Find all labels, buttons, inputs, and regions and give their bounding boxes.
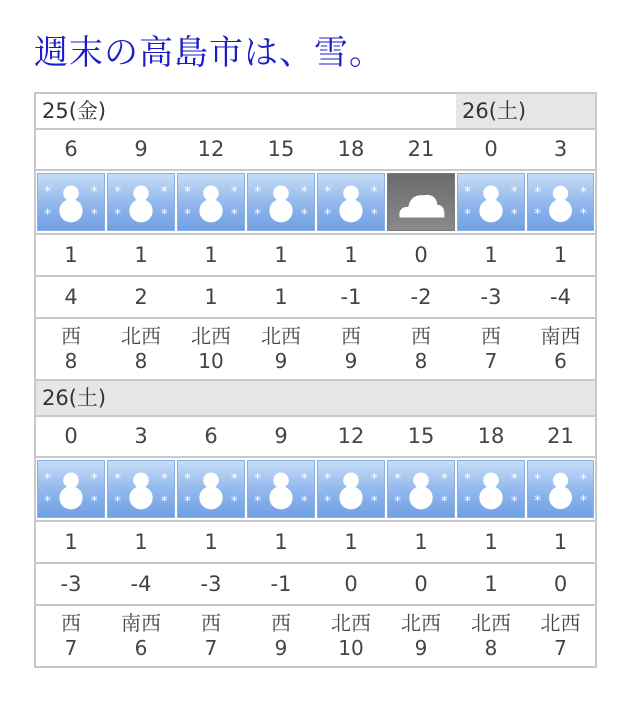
precip-row [36,522,595,564]
snow-icon [527,460,594,518]
svg-text:*: * [324,493,332,510]
wind-direction: 西 [341,324,361,348]
svg-text:*: * [254,184,262,201]
wind-cell [386,319,456,379]
temperature-cell: -3 [60,572,82,596]
hour-cell: 18 [477,424,505,448]
hour-cell: 9 [134,137,148,161]
wind-direction: 西 [61,324,81,348]
weather-cell [526,171,595,233]
svg-text:*: * [90,471,98,488]
wind-cell [456,319,526,379]
svg-text:*: * [300,184,308,201]
svg-text:*: * [160,493,168,510]
precip-cell: 1 [553,530,568,554]
temperature-cell: 1 [204,285,218,309]
wind-direction: 西 [201,611,221,635]
hour-cell: 3 [553,137,568,161]
weather-cell [36,171,106,233]
temperature-cell: -4 [130,572,152,596]
svg-text:*: * [160,184,168,201]
precip-row [36,235,595,277]
wind-cell [526,319,595,379]
wind-direction: 北西 [471,611,511,635]
hour-cell: 18 [337,137,365,161]
hour-row [36,417,595,458]
precip-cell: 1 [484,243,498,267]
svg-text:*: * [580,472,587,488]
snow-icon [177,460,245,518]
wind-row [36,319,595,381]
svg-text:*: * [534,472,541,488]
precip-cell: 1 [204,530,218,554]
hour-cell: 12 [197,137,225,161]
wind-direction: 北西 [191,324,231,348]
forecast-table [34,92,597,668]
weather-cell [456,171,526,233]
temperature-cell: 0 [344,572,358,596]
wind-speed: 6 [134,636,148,660]
wind-direction: 西 [61,611,81,635]
wind-speed: 10 [198,349,224,373]
svg-text:*: * [370,206,378,223]
wind-direction: 西 [271,611,291,635]
hour-cell: 12 [337,424,365,448]
day-label: 26(土) [36,381,595,415]
wind-speed: 7 [64,636,78,660]
snow-icon [457,173,525,231]
snow-icon [457,460,525,518]
precip-cell: 1 [64,243,78,267]
wind-direction: 北西 [121,324,161,348]
svg-text:*: * [44,493,52,510]
svg-text:*: * [254,493,262,510]
weather-cell [176,458,246,520]
wind-direction: 北西 [331,611,371,635]
wind-cell [456,606,526,666]
precip-cell: 1 [134,530,148,554]
temperature-cell: 1 [274,285,288,309]
precip-cell: 1 [553,243,568,267]
snow-icon [527,173,594,231]
temperature-cell: 0 [553,572,568,596]
svg-text:*: * [300,471,308,488]
day-header-row [36,94,595,130]
svg-text:*: * [160,471,168,488]
svg-text:*: * [114,493,122,510]
hour-cell: 21 [407,137,435,161]
snow-icon [37,173,105,231]
precip-cell: 1 [414,530,428,554]
wind-speed: 7 [484,349,498,373]
day-label: 26(土) [456,94,595,128]
hour-cell: 9 [274,424,288,448]
wind-speed: 9 [274,636,288,660]
weather-cell [246,171,316,233]
snow-icon [107,173,175,231]
svg-text:*: * [370,184,378,201]
precip-cell: 1 [344,243,358,267]
svg-text:*: * [370,493,378,510]
day-label: 25(金) [36,94,456,128]
svg-text:*: * [534,207,541,223]
precip-cell: 1 [134,243,148,267]
snow-icon [317,173,385,231]
wind-speed: 8 [134,349,148,373]
precip-cell: 1 [344,530,358,554]
svg-text:*: * [394,471,402,488]
temperature-cell: -3 [200,572,222,596]
weather-cell [386,171,456,233]
wind-speed: 7 [204,636,218,660]
svg-text:*: * [184,184,192,201]
temperature-row [36,564,595,606]
svg-text:*: * [184,206,192,223]
wind-direction: 北西 [401,611,441,635]
wind-cell [316,319,386,379]
weather-cell [36,458,106,520]
wind-cell [246,606,316,666]
cloud-icon [387,173,455,231]
hour-cell: 15 [407,424,435,448]
weather-icon-row [36,458,595,522]
hour-cell: 21 [547,424,574,448]
svg-text:*: * [510,184,518,201]
svg-text:*: * [510,471,518,488]
snow-icon [107,460,175,518]
wind-speed: 8 [484,636,498,660]
wind-speed: 8 [64,349,78,373]
weather-cell [456,458,526,520]
precip-cell: 1 [274,243,288,267]
wind-cell [176,606,246,666]
svg-text:*: * [440,471,448,488]
precip-cell: 1 [204,243,218,267]
wind-speed: 9 [344,349,358,373]
weather-cell [316,171,386,233]
precip-cell: 0 [414,243,428,267]
svg-text:*: * [184,471,192,488]
weather-cell [106,171,176,233]
precip-cell: 1 [274,530,288,554]
wind-cell [386,606,456,666]
weather-cell [386,458,456,520]
svg-text:*: * [464,184,472,201]
svg-text:*: * [300,206,308,223]
wind-row [36,606,595,668]
svg-text:*: * [90,184,98,201]
hour-cell: 3 [134,424,148,448]
svg-text:*: * [254,206,262,223]
svg-text:*: * [580,185,587,201]
svg-text:*: * [160,206,168,223]
wind-speed: 6 [554,349,567,373]
svg-text:*: * [370,471,378,488]
snow-icon [387,460,455,518]
snow-icon [247,173,315,231]
svg-text:*: * [230,493,238,510]
hour-row [36,130,595,171]
wind-speed: 7 [554,636,567,660]
temperature-cell: -1 [270,572,292,596]
svg-text:*: * [324,471,332,488]
svg-text:*: * [510,206,518,223]
snow-icon [247,460,315,518]
wind-cell [316,606,386,666]
wind-direction: 北西 [261,324,301,348]
svg-text:*: * [580,207,587,223]
temperature-cell: -4 [550,285,571,309]
temperature-cell: -2 [410,285,432,309]
wind-speed: 9 [414,636,428,660]
wind-cell [36,606,106,666]
wind-cell [176,319,246,379]
temperature-cell: 0 [414,572,428,596]
hour-cell: 15 [267,137,295,161]
temperature-cell: 4 [64,285,78,309]
svg-text:*: * [464,493,472,510]
wind-direction: 西 [481,324,501,348]
svg-text:*: * [114,184,122,201]
svg-text:*: * [464,471,472,488]
precip-cell: 1 [484,530,498,554]
temperature-row [36,277,595,319]
svg-text:*: * [230,471,238,488]
temperature-cell: 1 [484,572,498,596]
weather-cell [316,458,386,520]
svg-text:*: * [230,184,238,201]
weather-icon-row [36,171,595,235]
weather-cell [246,458,316,520]
temperature-cell: -3 [480,285,502,309]
snow-icon [177,173,245,231]
svg-text:*: * [510,493,518,510]
page-title: 週末の高島市は、雪。 [34,33,384,73]
svg-text:*: * [464,206,472,223]
svg-text:*: * [184,493,192,510]
svg-text:*: * [44,471,52,488]
wind-cell [526,606,595,666]
svg-text:*: * [324,206,332,223]
wind-cell [106,319,176,379]
svg-text:*: * [254,471,262,488]
wind-direction: 南西 [121,611,161,635]
svg-text:*: * [230,206,238,223]
temperature-cell: 2 [134,285,148,309]
svg-text:*: * [580,494,587,510]
hour-cell: 6 [204,424,218,448]
svg-text:*: * [300,493,308,510]
day-header-row [36,381,595,417]
hour-cell: 0 [64,424,78,448]
svg-text:*: * [44,184,52,201]
wind-cell [36,319,106,379]
svg-text:*: * [90,493,98,510]
precip-cell: 1 [64,530,78,554]
svg-text:*: * [44,206,52,223]
svg-text:*: * [534,185,541,201]
wind-cell [246,319,316,379]
svg-text:*: * [90,206,98,223]
weather-cell [106,458,176,520]
wind-direction: 南西 [540,324,581,348]
wind-direction: 西 [411,324,431,348]
weather-cell [526,458,595,520]
svg-text:*: * [324,184,332,201]
snow-icon [317,460,385,518]
wind-speed: 9 [274,349,288,373]
svg-text:*: * [534,494,541,510]
svg-text:*: * [440,493,448,510]
svg-text:*: * [114,471,122,488]
svg-text:*: * [394,493,402,510]
wind-direction: 北西 [540,611,581,635]
wind-cell [106,606,176,666]
hour-cell: 6 [64,137,78,161]
temperature-cell: -1 [340,285,362,309]
snow-icon [37,460,105,518]
weather-cell [176,171,246,233]
hour-cell: 0 [484,137,498,161]
wind-speed: 10 [338,636,364,660]
svg-text:*: * [114,206,122,223]
wind-speed: 8 [414,349,428,373]
